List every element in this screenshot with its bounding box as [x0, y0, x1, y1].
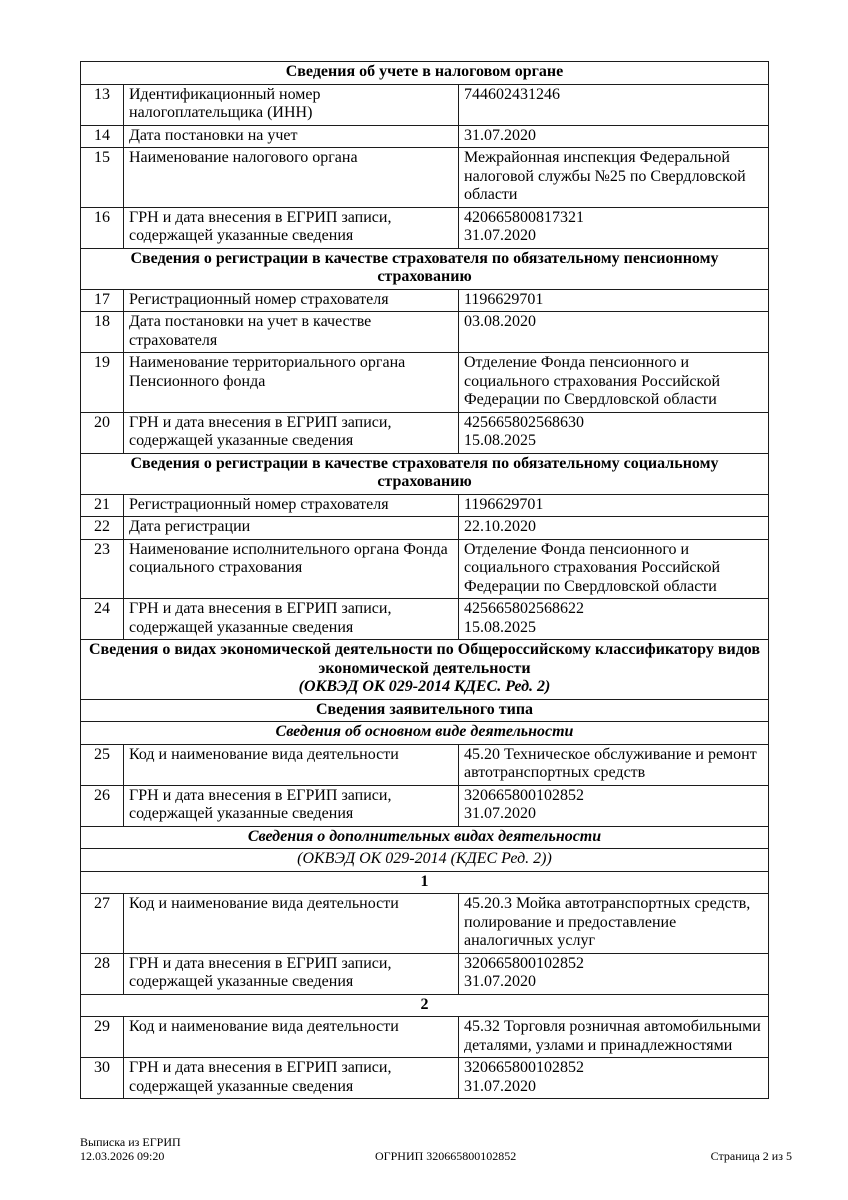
row-value-cell — [459, 125, 769, 148]
row-value-cell — [459, 744, 769, 785]
row-value-cell — [459, 539, 769, 599]
row-label-cell: Наименование исполнительного органа Фонда социального страхования — [124, 539, 459, 599]
table-row — [81, 517, 769, 540]
section-title-line: Сведения об учете в налоговом органе — [285, 63, 564, 80]
row-label-cell: Идентификационный номер налогоплательщика (ИНН) — [124, 84, 459, 125]
table-row — [81, 312, 769, 353]
row-label-cell: ГРН и дата внесения в ЕГРИП записи, содержащей указанные сведения — [124, 412, 459, 453]
row-value-cell — [459, 785, 769, 826]
table-row — [81, 1058, 769, 1099]
row-value-line: 420665800817321 — [464, 208, 584, 226]
row-value-line: Отделение Фонда пенсионного и социального страхования Российской Федерации по Свердловской области — [464, 354, 721, 408]
table-row — [81, 894, 769, 954]
row-value-cell — [459, 894, 769, 954]
row-value-line: 1196629701 — [464, 290, 544, 308]
row-number-cell: 23 — [81, 539, 124, 599]
row-label-cell: ГРН и дата внесения в ЕГРИП записи, содержащей указанные сведения — [124, 1058, 459, 1099]
table-row — [81, 785, 769, 826]
section-title-line: Сведения о регистрации в качестве страхователя по обязательному пенсионному страхованию — [130, 249, 719, 285]
row-value-line: Отделение Фонда пенсионного и социального страхования Российской Федерации по Свердловской области — [464, 540, 721, 595]
row-value-cell — [459, 289, 769, 312]
section-row — [81, 826, 769, 849]
section-title — [81, 248, 769, 289]
table-row — [81, 744, 769, 785]
row-number-cell: 21 — [81, 494, 124, 517]
footer-page-number: Страница 2 из 5 — [710, 1148, 792, 1163]
section-title — [81, 871, 769, 894]
row-label-cell: Наименование налогового органа — [124, 148, 459, 208]
row-number-cell: 30 — [81, 1058, 124, 1099]
row-value-line: 31.07.2020 — [464, 805, 536, 822]
row-value-line: 320665800102852 — [464, 786, 584, 804]
row-value-cell — [459, 517, 769, 540]
section-row — [81, 248, 769, 289]
row-value-cell — [459, 148, 769, 208]
section-title — [81, 826, 769, 849]
table-row — [81, 953, 769, 994]
row-value-line: 1196629701 — [464, 495, 544, 513]
table-row — [81, 599, 769, 640]
row-value-cell — [459, 412, 769, 453]
section-row — [81, 849, 769, 872]
section-title-line: Сведения заявительного типа — [315, 700, 534, 718]
row-label-cell: ГРН и дата внесения в ЕГРИП записи, содержащей указанные сведения — [124, 599, 459, 640]
section-row — [81, 994, 769, 1017]
section-title-line: 1 — [420, 872, 429, 890]
row-value-line: 320665800102852 — [464, 1059, 584, 1076]
row-value-line: 31.07.2020 — [464, 973, 536, 990]
section-title-line: (ОКВЭД ОК 029-2014 КДЕС. Ред. 2) — [298, 678, 551, 695]
row-value-cell — [459, 84, 769, 125]
table-row — [81, 353, 769, 413]
row-number-cell: 28 — [81, 953, 124, 994]
row-value-line: 425665802568622 — [464, 600, 584, 617]
row-value-line: 31.07.2020 — [464, 227, 536, 244]
row-value-line: 425665802568630 — [464, 413, 584, 431]
row-value-line: 45.32 Торговля розничная автомобильными деталями, узлами и принадлежностями — [464, 1018, 761, 1054]
section-title-line: (ОКВЭД ОК 029-2014 (КДЕС Ред. 2)) — [297, 850, 552, 867]
section-row — [81, 722, 769, 745]
row-label-cell: Наименование территориального органа Пенсионного фонда — [124, 353, 459, 413]
row-value-line: 03.08.2020 — [464, 313, 536, 330]
row-value-line: Межрайонная инспекция Федеральной налоговой службы №25 по Свердловской области — [464, 149, 746, 203]
footer-datetime: 12.03.2026 09:20 — [80, 1148, 165, 1163]
section-title-line: Сведения о дополнительных видах деятельности — [247, 827, 602, 845]
section-title — [81, 849, 769, 872]
section-title — [81, 994, 769, 1017]
footer-left-block — [80, 1136, 181, 1163]
row-label-cell: Код и наименование вида деятельности — [124, 1017, 459, 1058]
section-title-line: Сведения о видах экономической деятельности по Общероссийскому классификатору видов экономической деятельности — [88, 641, 761, 677]
table-row — [81, 148, 769, 208]
table-row — [81, 494, 769, 517]
section-title — [81, 62, 769, 85]
row-value-cell — [459, 953, 769, 994]
section-row — [81, 699, 769, 722]
row-value-line: 22.10.2020 — [464, 518, 536, 535]
row-value-line: 320665800102852 — [464, 954, 584, 972]
section-title — [81, 640, 769, 700]
row-value-cell — [459, 1017, 769, 1058]
row-value-cell — [459, 1058, 769, 1099]
row-number-cell: 19 — [81, 353, 124, 413]
row-number-cell: 17 — [81, 289, 124, 312]
row-number-cell: 16 — [81, 207, 124, 248]
footer-doc-type: Выписка из ЕГРИП — [80, 1135, 181, 1149]
footer-ogrnip: ОГРНИП 320665800102852 — [375, 1148, 517, 1163]
row-label-cell: ГРН и дата внесения в ЕГРИП записи, содержащей указанные сведения — [124, 953, 459, 994]
row-value-cell — [459, 494, 769, 517]
row-value-cell — [459, 599, 769, 640]
row-number-cell: 27 — [81, 894, 124, 954]
row-number-cell: 26 — [81, 785, 124, 826]
row-value-cell — [459, 353, 769, 413]
row-number-cell: 14 — [81, 125, 124, 148]
row-label-cell: Регистрационный номер страхователя — [124, 494, 459, 517]
row-value-cell — [459, 312, 769, 353]
row-value-line: 744602431246 — [464, 85, 560, 103]
row-label-cell: Дата постановки на учет в качестве страхователя — [124, 312, 459, 353]
row-value-cell — [459, 207, 769, 248]
table-row — [81, 289, 769, 312]
section-title-line: 2 — [420, 995, 429, 1013]
row-value-line: 15.08.2025 — [464, 618, 536, 636]
row-label-cell: Код и наименование вида деятельности — [124, 894, 459, 954]
section-title-line: Сведения о регистрации в качестве страхователя по обязательному социальному страхованию — [130, 454, 719, 490]
row-value-line: 31.07.2020 — [464, 1077, 536, 1095]
section-row — [81, 871, 769, 894]
egrip-table — [80, 61, 769, 1099]
row-value-line: 45.20.3 Мойка автотранспортных средств, полирование и предоставление аналогичных услуг — [464, 895, 751, 949]
section-row — [81, 453, 769, 494]
row-label-cell: ГРН и дата внесения в ЕГРИП записи, содержащей указанные сведения — [124, 785, 459, 826]
row-label-cell: Дата постановки на учет — [124, 125, 459, 148]
row-number-cell: 24 — [81, 599, 124, 640]
table-row — [81, 84, 769, 125]
row-number-cell: 18 — [81, 312, 124, 353]
row-number-cell: 13 — [81, 84, 124, 125]
page-footer — [80, 1136, 792, 1163]
table-row — [81, 125, 769, 148]
table-row — [81, 539, 769, 599]
table-row — [81, 207, 769, 248]
section-title — [81, 699, 769, 722]
row-label-cell: Код и наименование вида деятельности — [124, 744, 459, 785]
row-number-cell: 15 — [81, 148, 124, 208]
row-number-cell: 22 — [81, 517, 124, 540]
row-value-line: 15.08.2025 — [464, 432, 536, 449]
row-number-cell: 20 — [81, 412, 124, 453]
section-title — [81, 722, 769, 745]
section-title — [81, 453, 769, 494]
row-label-cell: ГРН и дата внесения в ЕГРИП записи, содержащей указанные сведения — [124, 207, 459, 248]
row-label-cell: Регистрационный номер страхователя — [124, 289, 459, 312]
section-row — [81, 640, 769, 700]
table-row — [81, 412, 769, 453]
row-label-cell: Дата регистрации — [124, 517, 459, 540]
row-number-cell: 29 — [81, 1017, 124, 1058]
section-title-line: Сведения об основном виде деятельности — [275, 723, 574, 740]
egrip-table-body — [81, 62, 769, 1099]
row-value-line: 31.07.2020 — [464, 126, 536, 144]
row-value-line: 45.20 Техническое обслуживание и ремонт автотранспортных средств — [464, 745, 757, 781]
table-row — [81, 1017, 769, 1058]
row-number-cell: 25 — [81, 744, 124, 785]
section-row — [81, 62, 769, 85]
